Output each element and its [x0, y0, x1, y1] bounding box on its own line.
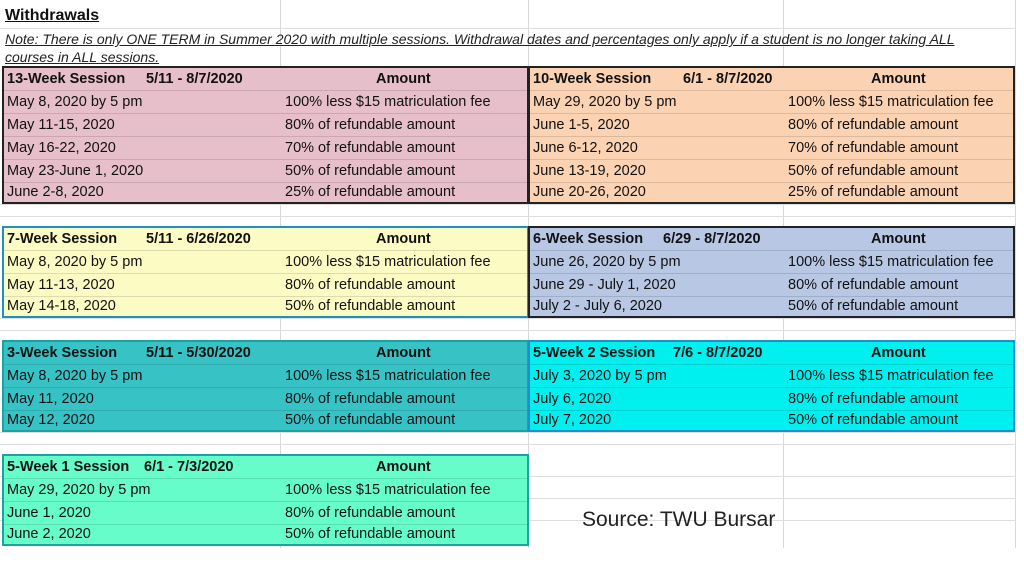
refund-amount: 50% of refundable amount — [788, 163, 959, 179]
sheet-title: Withdrawals — [5, 7, 100, 24]
bottom-margin — [0, 548, 1024, 576]
grid-line — [0, 330, 1016, 331]
table-row[interactable] — [530, 160, 1013, 183]
deadline-date: May 16-22, 2020 — [7, 140, 116, 156]
grid-line — [0, 318, 1016, 319]
table-row[interactable] — [4, 91, 527, 114]
refund-amount: 80% of refundable amount — [285, 505, 456, 521]
refund-amount: 80% of refundable amount — [788, 117, 959, 133]
session-dates: 6/1 - 7/3/2020 — [144, 459, 234, 475]
deadline-date: June 29 - July 1, 2020 — [533, 277, 676, 293]
session-name: 5-Week 1 Session — [7, 459, 130, 475]
deadline-date: May 12, 2020 — [7, 412, 95, 428]
session-dates: 5/11 - 6/26/2020 — [146, 231, 251, 247]
session-header-row[interactable] — [4, 68, 527, 91]
table-row[interactable] — [530, 137, 1013, 160]
deadline-date: June 1, 2020 — [7, 505, 91, 521]
refund-amount: 80% of refundable amount — [285, 391, 456, 407]
amount-header: Amount — [376, 231, 431, 247]
table-row[interactable] — [4, 502, 527, 525]
deadline-date: July 3, 2020 by 5 pm — [533, 368, 667, 384]
table-row[interactable] — [530, 365, 1013, 388]
session-3-week — [2, 340, 529, 432]
refund-amount: 70% of refundable amount — [788, 140, 959, 156]
grid-line — [0, 444, 1016, 445]
table-row[interactable] — [530, 295, 1013, 317]
refund-amount: 25% of refundable amount — [788, 184, 959, 200]
table-row[interactable] — [4, 365, 527, 388]
session-header-row[interactable] — [530, 68, 1013, 91]
refund-amount: 100% less $15 matriculation fee — [788, 94, 994, 110]
session-dates: 7/6 - 8/7/2020 — [673, 345, 763, 361]
refund-amount: 25% of refundable amount — [285, 184, 456, 200]
deadline-date: June 20-26, 2020 — [533, 184, 646, 200]
deadline-date: May 11-13, 2020 — [7, 277, 115, 293]
grid-line — [0, 28, 1016, 29]
table-row[interactable] — [530, 251, 1013, 274]
table-row[interactable] — [4, 274, 527, 297]
deadline-date: July 6, 2020 — [533, 391, 612, 407]
session-name: 7-Week Session — [7, 231, 118, 247]
session-7-week — [2, 226, 529, 318]
amount-header: Amount — [376, 71, 431, 87]
amount-header: Amount — [376, 459, 431, 475]
refund-amount: 80% of refundable amount — [788, 391, 959, 407]
deadline-date: May 11, 2020 — [7, 391, 94, 407]
session-header-row[interactable] — [4, 342, 527, 365]
deadline-date: June 2, 2020 — [7, 526, 91, 542]
session-name: 10-Week Session — [533, 71, 652, 87]
deadline-date: July 2 - July 6, 2020 — [533, 298, 662, 314]
deadline-date: July 7, 2020 — [533, 412, 612, 428]
session-dates: 5/11 - 5/30/2020 — [146, 345, 251, 361]
table-row[interactable] — [4, 479, 527, 502]
deadline-date: May 8, 2020 by 5 pm — [7, 254, 143, 270]
refund-amount: 80% of refundable amount — [285, 277, 456, 293]
table-row[interactable] — [530, 91, 1013, 114]
refund-amount: 50% of refundable amount — [285, 163, 456, 179]
deadline-date: May 23-June 1, 2020 — [7, 163, 144, 179]
deadline-date: June 26, 2020 by 5 pm — [533, 254, 681, 270]
refund-amount: 50% of refundable amount — [788, 412, 959, 428]
session-name: 3-Week Session — [7, 345, 118, 361]
refund-amount: 100% less $15 matriculation fee — [285, 482, 491, 498]
amount-header: Amount — [871, 231, 926, 247]
table-row[interactable] — [4, 181, 527, 203]
session-10-week — [528, 66, 1015, 204]
deadline-date: June 1-5, 2020 — [533, 117, 630, 133]
grid-line — [0, 216, 1016, 217]
session-name: 6-Week Session — [533, 231, 644, 247]
refund-amount: 80% of refundable amount — [788, 277, 959, 293]
deadline-date: May 11-15, 2020 — [7, 117, 115, 133]
deadline-date: May 8, 2020 by 5 pm — [7, 368, 143, 384]
table-row[interactable] — [530, 114, 1013, 137]
session-header-row[interactable] — [530, 342, 1013, 365]
source-caption: Source: TWU Bursar — [582, 508, 776, 531]
grid-line — [0, 204, 1016, 205]
table-row[interactable] — [4, 409, 527, 431]
refund-amount: 50% of refundable amount — [285, 298, 456, 314]
session-5-week-1 — [2, 454, 529, 546]
table-row[interactable] — [4, 388, 527, 411]
session-5-week-2 — [528, 340, 1015, 432]
refund-amount: 50% of refundable amount — [788, 298, 959, 314]
refund-amount: 100% less $15 matriculation fee — [285, 368, 491, 384]
session-13-week — [2, 66, 529, 204]
table-row[interactable] — [530, 274, 1013, 297]
table-row[interactable] — [4, 251, 527, 274]
deadline-date: May 29, 2020 by 5 pm — [533, 94, 677, 110]
refund-amount: 100% less $15 matriculation fee — [788, 368, 994, 384]
refund-amount: 80% of refundable amount — [285, 117, 456, 133]
table-row[interactable] — [4, 137, 527, 160]
deadline-date: June 2-8, 2020 — [7, 184, 104, 200]
deadline-date: June 6-12, 2020 — [533, 140, 638, 156]
amount-header: Amount — [871, 345, 926, 361]
deadline-date: May 29, 2020 by 5 pm — [7, 482, 151, 498]
table-row[interactable] — [4, 295, 527, 317]
table-row[interactable] — [4, 523, 527, 545]
session-header-row[interactable] — [4, 456, 527, 479]
table-row[interactable] — [4, 160, 527, 183]
table-row[interactable] — [530, 181, 1013, 203]
amount-header: Amount — [871, 71, 926, 87]
session-name: 13-Week Session — [7, 71, 126, 87]
grid-line — [0, 432, 1016, 433]
table-row[interactable] — [530, 388, 1013, 411]
withdrawal-note: Note: There is only ONE TERM in Summer 2020 with multiple sessions. Withdrawal dates and percentages only apply if a student is no longer taking ALL courses in ALL sessions. — [5, 31, 955, 65]
table-row[interactable] — [530, 409, 1013, 431]
session-name: 5-Week 2 Session — [533, 345, 656, 361]
refund-amount: 50% of refundable amount — [285, 412, 456, 428]
refund-amount: 70% of refundable amount — [285, 140, 456, 156]
deadline-date: June 13-19, 2020 — [533, 163, 646, 179]
session-header-row[interactable] — [4, 228, 527, 251]
table-row[interactable] — [4, 114, 527, 137]
session-dates: 6/29 - 8/7/2020 — [663, 231, 761, 247]
session-dates: 6/1 - 8/7/2020 — [683, 71, 773, 87]
refund-amount: 50% of refundable amount — [285, 526, 456, 542]
session-header-row[interactable] — [530, 228, 1013, 251]
deadline-date: May 14-18, 2020 — [7, 298, 116, 314]
refund-amount: 100% less $15 matriculation fee — [285, 94, 491, 110]
session-6-week — [528, 226, 1015, 318]
grid-line — [1015, 0, 1016, 548]
refund-amount: 100% less $15 matriculation fee — [285, 254, 491, 270]
session-dates: 5/11 - 8/7/2020 — [146, 71, 243, 87]
refund-amount: 100% less $15 matriculation fee — [788, 254, 994, 270]
deadline-date: May 8, 2020 by 5 pm — [7, 94, 143, 110]
amount-header: Amount — [376, 345, 431, 361]
